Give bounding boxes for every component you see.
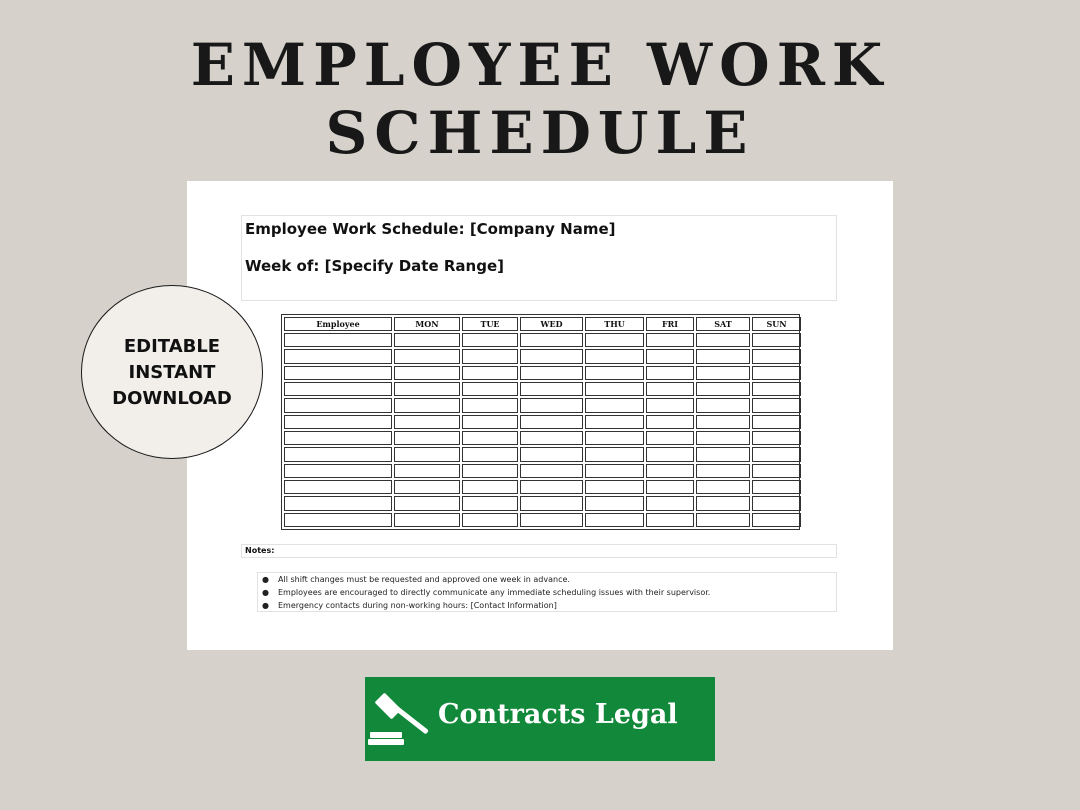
table-row — [284, 333, 801, 347]
table-cell — [752, 447, 801, 461]
table-cell — [646, 398, 694, 412]
table-cell — [284, 480, 392, 494]
table-cell — [284, 415, 392, 429]
table-cell — [394, 447, 460, 461]
table-cell — [646, 349, 694, 363]
table-cell — [696, 480, 750, 494]
table-cell — [646, 464, 694, 478]
table-cell — [284, 464, 392, 478]
headline-line-2: SCHEDULE — [325, 99, 755, 167]
table-row — [284, 447, 801, 461]
table-cell — [752, 333, 801, 347]
table-cell — [585, 464, 644, 478]
table-cell — [284, 431, 392, 445]
table-cell — [462, 415, 518, 429]
header-wed: WED — [520, 317, 583, 331]
notes-label: Notes: — [241, 544, 837, 558]
table-cell — [394, 382, 460, 396]
header-sun: SUN — [752, 317, 801, 331]
table-cell — [696, 447, 750, 461]
table-cell — [394, 480, 460, 494]
table-cell — [646, 513, 694, 527]
schedule-table — [282, 315, 803, 529]
gavel-icon — [365, 677, 445, 761]
table-cell — [646, 415, 694, 429]
document-title: Employee Work Schedule: [Company Name] — [245, 220, 616, 238]
table-cell — [462, 480, 518, 494]
note-text: All shift changes must be requested and approved one week in advance. — [278, 575, 570, 584]
table-row — [284, 496, 801, 510]
table-cell — [752, 415, 801, 429]
table-cell — [696, 366, 750, 380]
table-cell — [752, 349, 801, 363]
table-cell — [284, 398, 392, 412]
badge-line-1: EDITABLE — [123, 336, 221, 357]
table-cell — [462, 349, 518, 363]
header-employee: Employee — [284, 317, 392, 331]
table-row — [284, 415, 801, 429]
table-cell — [462, 513, 518, 527]
table-cell — [752, 480, 801, 494]
badge-line-2: INSTANT — [128, 362, 216, 383]
table-cell — [646, 447, 694, 461]
list-item — [258, 586, 836, 599]
table-cell — [462, 366, 518, 380]
table-cell — [520, 333, 583, 347]
table-cell — [696, 349, 750, 363]
table-cell — [284, 366, 392, 380]
header-thu: THU — [585, 317, 644, 331]
table-cell — [696, 431, 750, 445]
table-cell — [646, 333, 694, 347]
table-header-row — [284, 317, 801, 331]
note-text: Employees are encouraged to directly communicate any immediate scheduling issues with their supervisor. — [278, 588, 711, 597]
table-row — [284, 398, 801, 412]
table-cell — [520, 480, 583, 494]
contracts-legal-logo — [365, 677, 715, 761]
table-cell — [520, 349, 583, 363]
table-cell — [462, 447, 518, 461]
schedule-body — [284, 333, 801, 527]
table-cell — [462, 382, 518, 396]
table-cell — [520, 464, 583, 478]
title-box — [241, 215, 837, 301]
table-cell — [585, 349, 644, 363]
week-of-label: Week of: [Specify Date Range] — [245, 257, 504, 275]
table-cell — [284, 382, 392, 396]
table-cell — [394, 349, 460, 363]
table-cell — [520, 382, 583, 396]
table-cell — [585, 431, 644, 445]
list-item — [258, 599, 836, 612]
bullet-icon: ● — [262, 575, 269, 584]
table-cell — [585, 366, 644, 380]
document-preview — [187, 181, 893, 650]
table-row — [284, 513, 801, 527]
table-cell — [394, 366, 460, 380]
header-mon: MON — [394, 317, 460, 331]
headline-line-1: EMPLOYEE WORK — [190, 31, 890, 99]
table-cell — [284, 333, 392, 347]
table-cell — [585, 496, 644, 510]
notes-list-box — [257, 572, 837, 612]
table-cell — [752, 398, 801, 412]
table-cell — [585, 382, 644, 396]
table-cell — [394, 464, 460, 478]
header-sat: SAT — [696, 317, 750, 331]
note-text: Emergency contacts during non-working hours: [Contact Information] — [278, 601, 557, 610]
table-cell — [520, 366, 583, 380]
table-cell — [696, 382, 750, 396]
header-fri: FRI — [646, 317, 694, 331]
table-row — [284, 382, 801, 396]
table-cell — [520, 398, 583, 412]
table-cell — [462, 333, 518, 347]
table-cell — [646, 496, 694, 510]
table-cell — [696, 333, 750, 347]
table-cell — [520, 496, 583, 510]
table-cell — [520, 431, 583, 445]
table-cell — [585, 333, 644, 347]
table-cell — [585, 480, 644, 494]
table-cell — [284, 349, 392, 363]
table-cell — [752, 431, 801, 445]
table-cell — [752, 382, 801, 396]
table-cell — [752, 464, 801, 478]
table-cell — [284, 447, 392, 461]
schedule-table-frame — [281, 314, 800, 530]
table-cell — [646, 431, 694, 445]
table-cell — [696, 398, 750, 412]
table-cell — [462, 431, 518, 445]
table-cell — [462, 464, 518, 478]
table-cell — [284, 496, 392, 510]
table-cell — [646, 382, 694, 396]
table-cell — [696, 513, 750, 527]
bullet-icon: ● — [262, 588, 269, 597]
table-cell — [394, 431, 460, 445]
table-cell — [394, 415, 460, 429]
table-cell — [520, 415, 583, 429]
table-cell — [462, 496, 518, 510]
table-cell — [585, 398, 644, 412]
bullet-icon: ● — [262, 601, 269, 610]
table-cell — [752, 366, 801, 380]
table-row — [284, 366, 801, 380]
table-cell — [394, 398, 460, 412]
table-cell — [752, 496, 801, 510]
table-cell — [284, 513, 392, 527]
table-cell — [585, 415, 644, 429]
notes-list — [258, 573, 836, 612]
table-cell — [646, 366, 694, 380]
table-cell — [520, 447, 583, 461]
table-cell — [585, 447, 644, 461]
table-cell — [585, 513, 644, 527]
table-row — [284, 349, 801, 363]
table-cell — [696, 464, 750, 478]
table-cell — [752, 513, 801, 527]
table-cell — [462, 398, 518, 412]
list-item — [258, 573, 836, 586]
table-row — [284, 431, 801, 445]
logo-text: Contracts Legal — [438, 699, 678, 730]
table-row — [284, 464, 801, 478]
editable-badge — [81, 285, 263, 459]
badge-line-3: DOWNLOAD — [112, 388, 232, 409]
table-cell — [394, 513, 460, 527]
table-cell — [696, 415, 750, 429]
table-cell — [646, 480, 694, 494]
table-cell — [394, 333, 460, 347]
table-row — [284, 480, 801, 494]
header-tue: TUE — [462, 317, 518, 331]
table-cell — [394, 496, 460, 510]
table-cell — [696, 496, 750, 510]
table-cell — [520, 513, 583, 527]
